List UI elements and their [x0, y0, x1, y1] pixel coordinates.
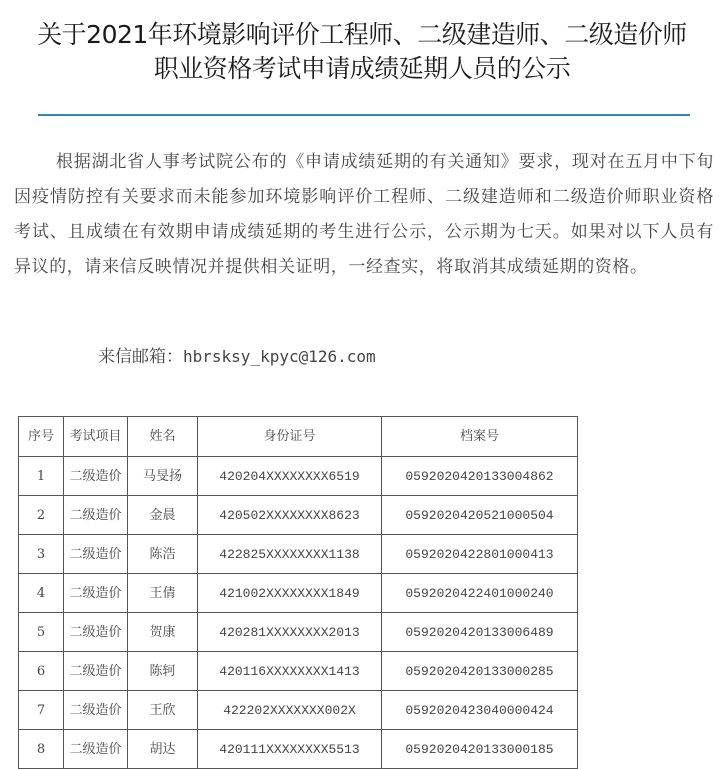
cell-name: 贺康 — [128, 613, 198, 652]
applicant-table — [18, 416, 578, 769]
cell-seq: 4 — [19, 574, 64, 613]
cell-file-number: 0592020420133004862 — [382, 457, 578, 496]
header-file-number: 档案号 — [382, 417, 578, 457]
title-divider — [38, 114, 690, 116]
contact-email-line — [98, 342, 376, 372]
cell-subject: 二级造价 — [64, 691, 128, 730]
cell-seq: 5 — [19, 613, 64, 652]
header-subject: 考试项目 — [64, 417, 128, 457]
page-title-line-2: 职业资格考试申请成绩延期人员的公示 — [153, 54, 571, 83]
cell-id-number: 420116XXXXXXXX1413 — [198, 652, 382, 691]
cell-seq: 7 — [19, 691, 64, 730]
page-title-line-1: 关于2021年环境影响评价工程师、二级建造师、二级造价师 — [37, 20, 687, 49]
cell-file-number: 0592020423040000424 — [382, 691, 578, 730]
cell-seq: 2 — [19, 496, 64, 535]
cell-name: 胡达 — [128, 730, 198, 769]
cell-file-number: 0592020420521000504 — [382, 496, 578, 535]
notice-paragraph: 根据湖北省人事考试院公布的《申请成绩延期的有关通知》要求，现对在五月中下旬因疫情防控有关要求而未能参加环境影响评价工程师、二级建造师和二级造价师职业资格考试、且成绩在有效期申请成绩延期的考生进行公示，公示期为七天。如果对以下人员有异议的，请来信反映情况并提供相关证明，一经查实，将取消其成绩延期的资格。 — [14, 152, 714, 277]
cell-subject: 二级造价 — [64, 457, 128, 496]
cell-name: 王欣 — [128, 691, 198, 730]
table-row — [19, 730, 578, 769]
cell-subject: 二级造价 — [64, 535, 128, 574]
cell-seq: 8 — [19, 730, 64, 769]
cell-seq: 6 — [19, 652, 64, 691]
cell-subject: 二级造价 — [64, 613, 128, 652]
cell-file-number: 0592020420133006489 — [382, 613, 578, 652]
cell-id-number: 421002XXXXXXXX1849 — [198, 574, 382, 613]
cell-id-number: 422202XXXXXXX002X — [198, 691, 382, 730]
cell-id-number: 420111XXXXXXXX5513 — [198, 730, 382, 769]
cell-name: 金晨 — [128, 496, 198, 535]
table-row — [19, 574, 578, 613]
cell-file-number: 0592020420133000185 — [382, 730, 578, 769]
header-name: 姓名 — [128, 417, 198, 457]
cell-subject: 二级造价 — [64, 574, 128, 613]
cell-id-number: 420204XXXXXXXX6519 — [198, 457, 382, 496]
cell-name: 陈浩 — [128, 535, 198, 574]
email-label: 来信邮箱： — [98, 347, 183, 367]
cell-name: 马旻扬 — [128, 457, 198, 496]
cell-id-number: 420502XXXXXXXX8623 — [198, 496, 382, 535]
header-id-number: 身份证号 — [198, 417, 382, 457]
table-row — [19, 691, 578, 730]
table-row — [19, 457, 578, 496]
cell-seq: 3 — [19, 535, 64, 574]
email-address: hbrsksy_kpyc@126.com — [183, 347, 376, 366]
table-row — [19, 652, 578, 691]
cell-name: 王倩 — [128, 574, 198, 613]
cell-name: 陈轲 — [128, 652, 198, 691]
cell-id-number: 420281XXXXXXXX2013 — [198, 613, 382, 652]
cell-seq: 1 — [19, 457, 64, 496]
table-row — [19, 613, 578, 652]
cell-file-number: 0592020422401000240 — [382, 574, 578, 613]
table-row — [19, 496, 578, 535]
page-title — [0, 18, 724, 86]
cell-id-number: 422825XXXXXXXX1138 — [198, 535, 382, 574]
header-seq: 序号 — [19, 417, 64, 457]
cell-file-number: 0592020420133000285 — [382, 652, 578, 691]
table-header-row — [19, 417, 578, 457]
cell-subject: 二级造价 — [64, 496, 128, 535]
cell-subject: 二级造价 — [64, 730, 128, 769]
cell-file-number: 0592020422801000413 — [382, 535, 578, 574]
table-row — [19, 535, 578, 574]
cell-subject: 二级造价 — [64, 652, 128, 691]
